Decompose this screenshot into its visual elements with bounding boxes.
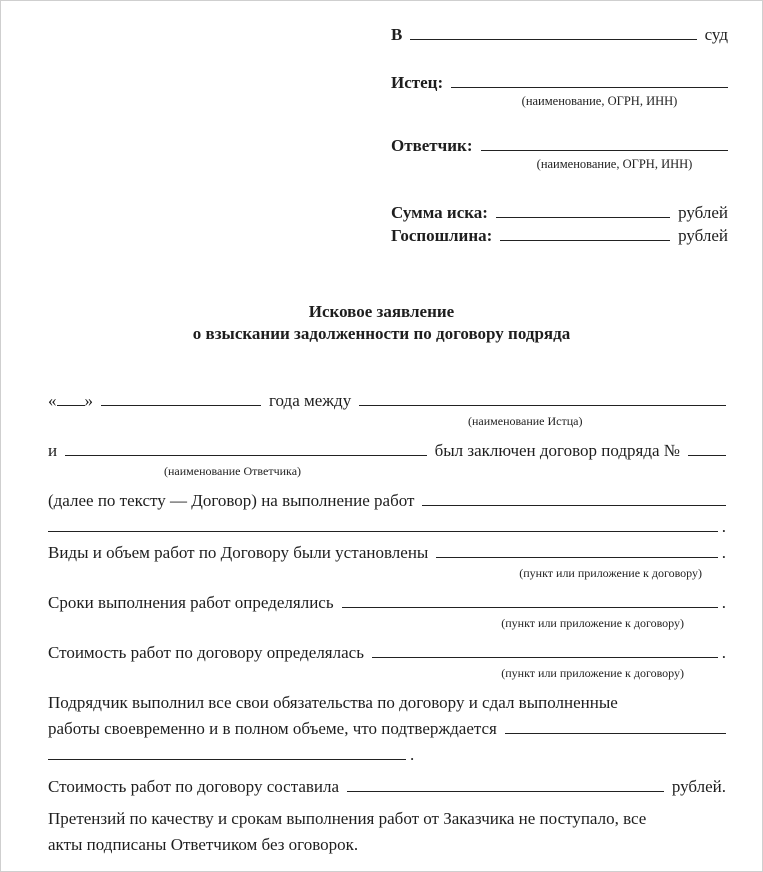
scope-text: Виды и объем работ по Договору были установлены [48, 543, 429, 562]
period-text: . [721, 643, 726, 662]
court-requisites-block [391, 23, 728, 247]
terms-line [48, 590, 726, 616]
terms-clause-hint: (пункт или приложение к договору) [501, 616, 684, 630]
terms-clause-blank [342, 606, 718, 608]
scope-clause-blank [436, 556, 717, 558]
plaintiff-name-blank [451, 86, 728, 88]
plaintiff-name-hint: (наименование Истца) [468, 414, 583, 428]
cost-clause-hint: (пункт или приложение к договору) [501, 666, 684, 680]
defendant-label: Ответчик: [391, 136, 473, 155]
cost-defined-line [48, 640, 726, 666]
performed-paragraph-line2 [48, 716, 726, 742]
period-text: . [721, 517, 726, 536]
date-after-text: года между [269, 391, 352, 410]
date-quote-open: « [48, 391, 57, 410]
defendant-hint: (наименование, ОГРН, ИНН) [536, 157, 693, 171]
date-quote-close: » [84, 391, 93, 410]
date-month-year-blank [101, 404, 261, 406]
hereinafter-text: (далее по тексту — Договор) на выполнение работ [48, 491, 415, 510]
performed-text-2: работы своевременно и в полном объеме, что подтверждается [48, 719, 497, 738]
cost-defined-text: Стоимость работ по договору определялась [48, 643, 364, 662]
claim-amount-blank [496, 216, 670, 218]
court-name-blank [410, 38, 696, 40]
works-description-blank [422, 504, 726, 506]
defendant-name-hint: (наименование Ответчика) [164, 464, 302, 478]
plaintiff-name-body-blank [359, 404, 726, 406]
state-fee-line [391, 224, 728, 247]
document-title-line2: о взыскании задолженности по договору подряда [192, 324, 571, 343]
state-fee-label: Госпошлина: [391, 226, 493, 245]
court-line [391, 23, 728, 46]
document-title-line1: Исковое заявление [308, 302, 455, 321]
cost-total-text: Стоимость работ по договору составила [48, 777, 340, 796]
contract-concluded-text: был заключен договор подряда № [434, 441, 680, 460]
defendant-name-blank [481, 149, 729, 151]
cost-total-line [48, 774, 726, 800]
confirmation-blank-2 [48, 758, 406, 760]
state-fee-blank [500, 239, 670, 241]
hereinafter-line [48, 488, 726, 514]
date-parties-line [48, 388, 726, 414]
document-title [1, 301, 762, 345]
contract-number-blank [688, 454, 726, 456]
period-text: . [410, 745, 415, 764]
cost-clause-blank [372, 656, 718, 658]
scope-line [48, 540, 726, 566]
court-prefix: В [391, 25, 403, 44]
period-text: . [721, 543, 726, 562]
works-description-continuation-line [48, 514, 726, 540]
claim-amount-line [391, 201, 728, 224]
terms-text: Сроки выполнения работ определялись [48, 593, 334, 612]
works-description-blank-2 [48, 530, 718, 532]
date-day-blank [57, 404, 85, 406]
no-claims-line1: Претензий по качеству и срокам выполнения работ от Заказчика не поступало, все [48, 809, 647, 828]
no-claims-line2: акты подписаны Ответчиком без оговорок. [48, 835, 359, 854]
claim-amount-label: Сумма иска: [391, 203, 488, 222]
and-text: и [48, 441, 58, 460]
plaintiff-label: Истец: [391, 73, 444, 92]
period-text: . [721, 593, 726, 612]
confirmation-blank [505, 732, 726, 734]
cost-total-blank [347, 790, 664, 792]
rubles-period-text: рублей. [671, 777, 726, 796]
performed-paragraph-line1: Подрядчик выполнил все свои обязательства по договору и сдал выполненные [48, 693, 618, 712]
scope-clause-hint: (пункт или приложение к договору) [519, 566, 702, 580]
plaintiff-hint: (наименование, ОГРН, ИНН) [521, 94, 678, 108]
plaintiff-line [391, 71, 728, 94]
defendant-line [391, 134, 728, 157]
state-fee-suffix: рублей [678, 226, 728, 245]
defendant-contract-line [48, 438, 726, 464]
claim-amount-suffix: рублей [678, 203, 728, 222]
confirmation-continuation-line [48, 742, 726, 768]
court-suffix: суд [704, 25, 728, 44]
document-body [48, 388, 726, 858]
defendant-name-body-blank [65, 454, 426, 456]
